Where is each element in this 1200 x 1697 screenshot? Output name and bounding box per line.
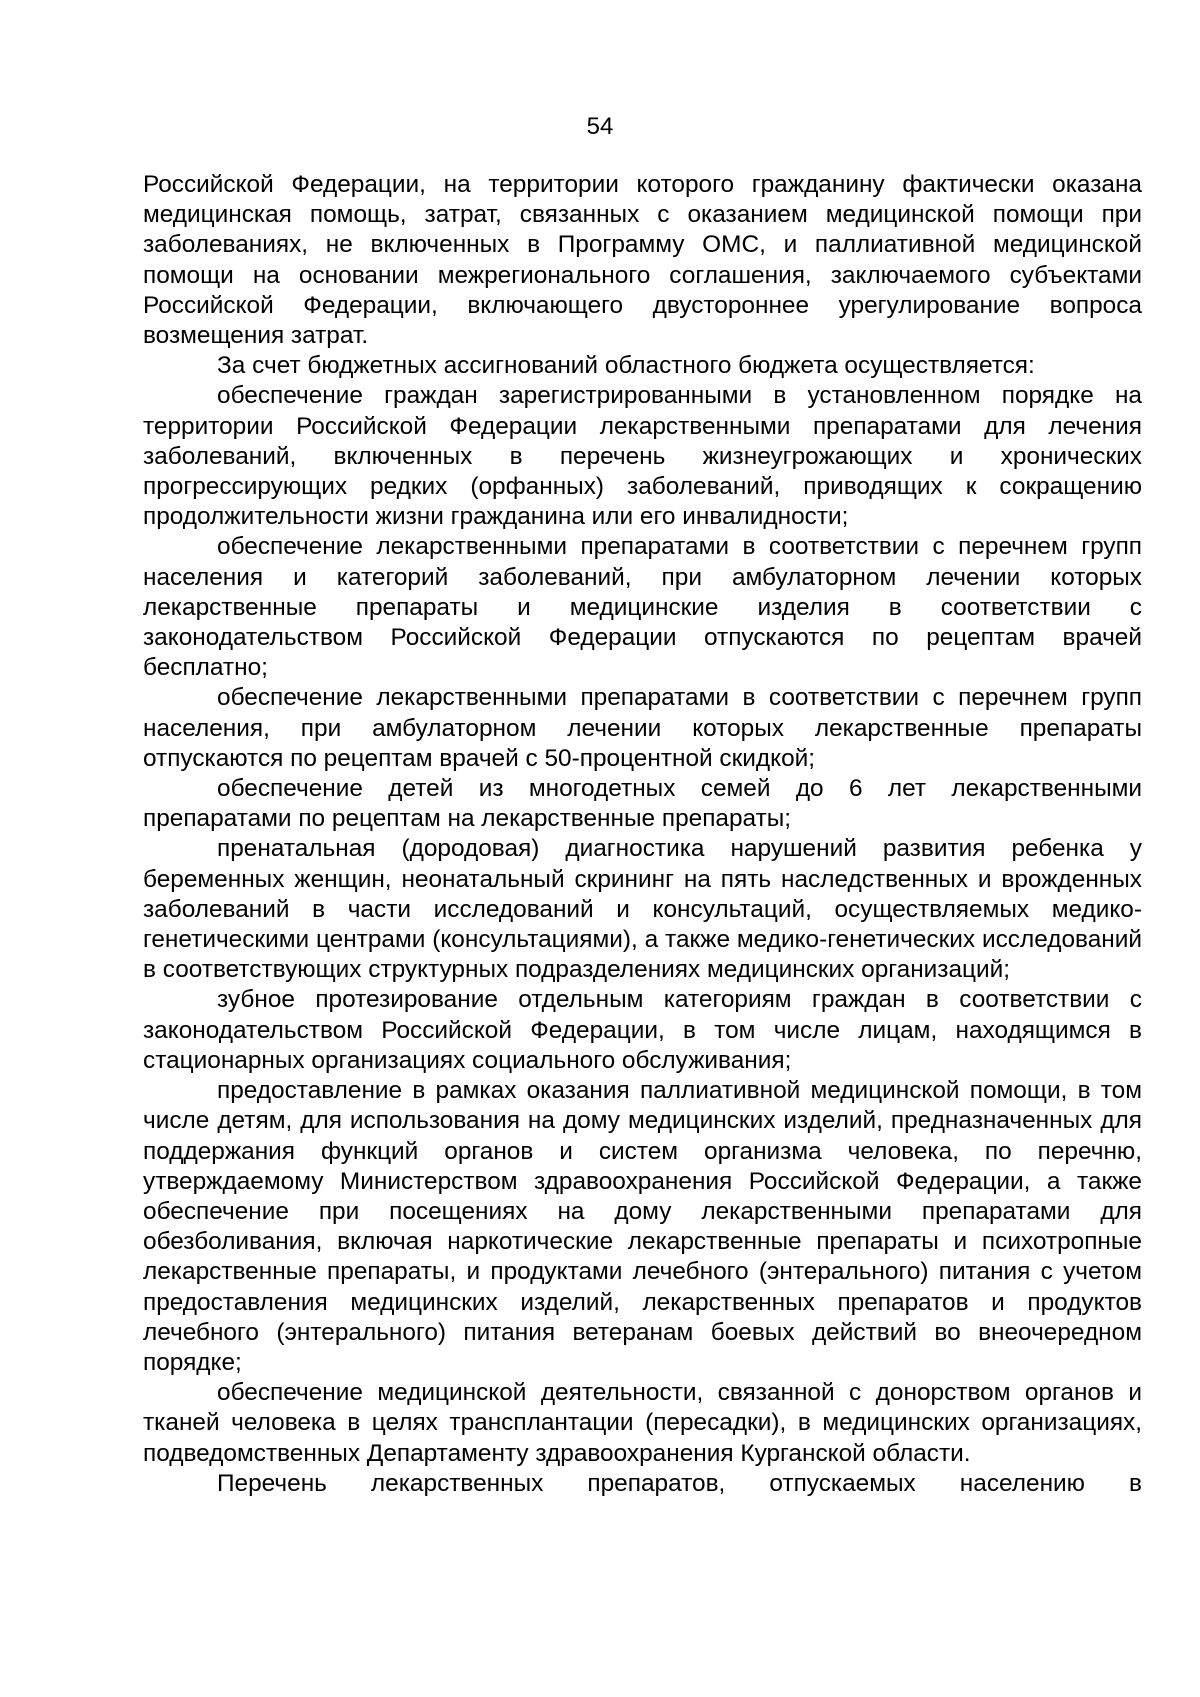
paragraph-budget-intro: За счет бюджетных ассигнований областного бюджета осуществляется: — [217, 352, 1035, 380]
document-body — [143, 170, 1142, 1499]
paragraph-free-prescriptions: обеспечение лекарственными препаратами в соответствии с перечнем групп населения и категорий заболеваний, при амбулаторном лечении которых лекарственные препараты и медицинские изделия в соответствии с законодательством Российской Федерации отпускаются по рецептам врачей бесплатно; — [143, 533, 1142, 682]
paragraph-prenatal-diagnostics: пренатальная (дородовая) диагностика нарушений развития ребенка у беременных женщин, неонатальный скрининг на пять наследственных и врожденных заболеваний в части исследований и консультаций, осуществляемых медико-генетическими центрами (консультациями), а также медико-генетических исследований в соответствующих структурных подразделениях медицинских организаций; — [143, 835, 1142, 984]
paragraph-organ-donation: обеспечение медицинской деятельности, связанной с донорством органов и тканей человека в целях трансплантации (пересадки), в медицинских организациях, подведомственных Департаменту здравоохранения Курганской области. — [143, 1379, 1142, 1467]
paragraph-orphan-diseases: обеспечение граждан зарегистрированными в установленном порядке на территории Российской Федерации лекарственными препаратами для лечения заболеваний, включенных в перечень жизнеугрожающих и хронических прогрессирующих редких (орфанных) заболеваний, приводящих к сокращению продолжительности жизни гражданина или его инвалидности; — [143, 382, 1142, 531]
paragraph-discount-prescriptions: обеспечение лекарственными препаратами в соответствии с перечнем групп населения, при амбулаторном лечении которых лекарственные препараты отпускаются по рецептам врачей с 50-процентной скидкой; — [143, 684, 1142, 772]
page-number: 54 — [586, 113, 614, 140]
paragraph-palliative-care: предоставление в рамках оказания паллиативной медицинской помощи, в том числе детям, для использования на дому медицинских изделий, предназначенных для поддержания функций органов и систем организма человека, по перечню, утверждаемому Министерством здравоохранения Российской Федерации, а также обеспечение при посещениях на дому лекарственными препаратами для обезболивания, включая наркотические лекарственные препараты и психотропные лекарственные препараты, и продуктами лечебного (энтерального) питания с учетом предоставления медицинских изделий, лекарственных препаратов и продуктов лечебного (энтерального) питания ветеранам боевых действий во внеочередном порядке; — [143, 1077, 1142, 1376]
paragraph-large-families: обеспечение детей из многодетных семей до 6 лет лекарственными препаратами по рецептам на лекарственные препараты; — [143, 775, 1142, 833]
paragraph-drug-list: Перечень лекарственных препаратов, отпускаемых населению в — [217, 1469, 1142, 1497]
paragraph-continuation: Российской Федерации, на территории которого гражданину фактически оказана медицинская помощь, затрат, связанных с оказанием медицинской помощи при заболеваниях, не включенных в Программу ОМС, и паллиативной медицинской помощи на основании межрегионального соглашения, заключаемого субъектами Российской Федерации, включающего двустороннее урегулирование вопроса возмещения затрат. — [143, 171, 1142, 350]
paragraph-dental-prosthetics: зубное протезирование отдельным категориям граждан в соответствии с законодательством Российской Федерации, в том числе лицам, находящимся в стационарных организациях социального обслуживания; — [143, 986, 1142, 1074]
